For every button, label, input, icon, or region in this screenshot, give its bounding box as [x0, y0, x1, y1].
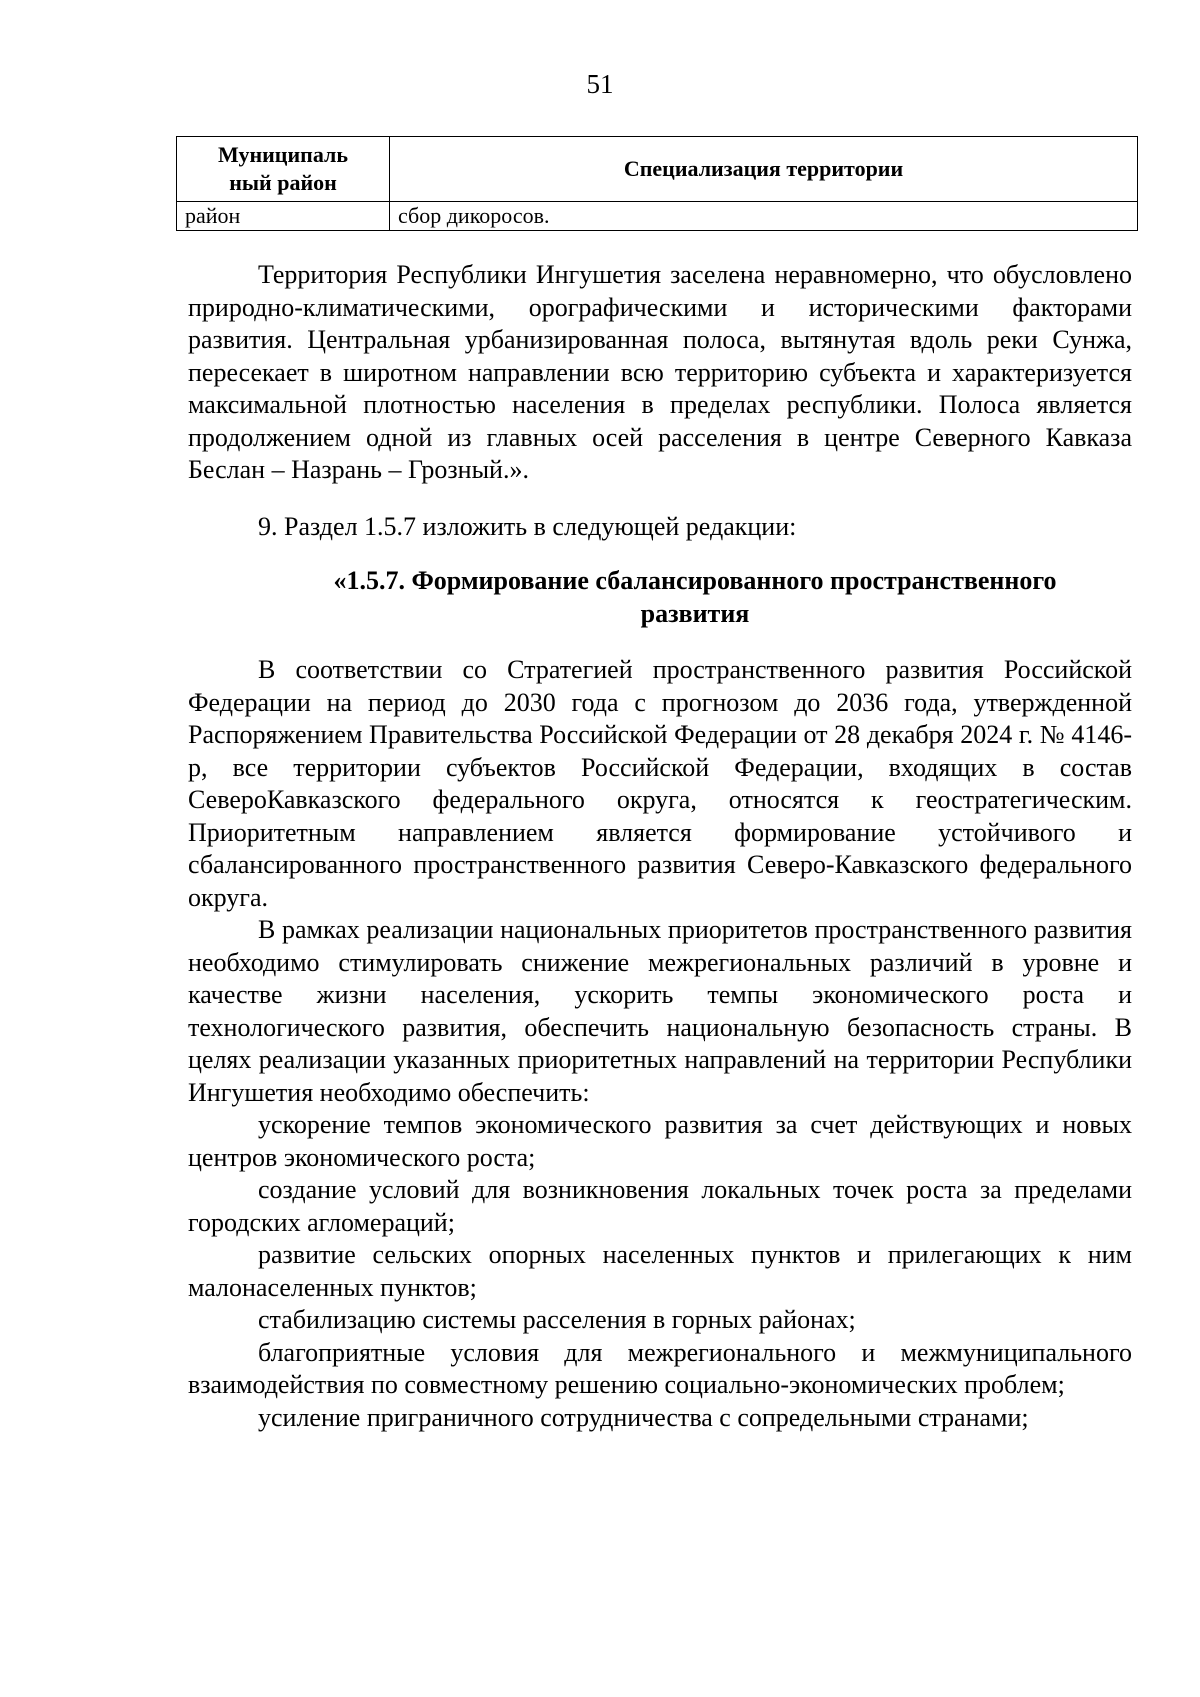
section-heading-line-2: развития	[640, 598, 750, 628]
list-item: развитие сельских опорных населенных пунктов и прилегающих к ним малонаселенных пунктов;	[188, 1240, 1132, 1302]
list-item: ускорение темпов экономического развития за счет действующих и новых центров экономического роста;	[188, 1110, 1132, 1172]
list-item: благоприятные условия для межрегионального и межмуниципального взаимодействия по совместному решению социально-экономических проблем;	[188, 1337, 1132, 1399]
table-header-row	[177, 137, 1138, 202]
header-territory-specialization: Специализация территории	[390, 137, 1138, 202]
cell-district: район	[177, 202, 390, 231]
cell-specialization: сбор дикоросов.	[390, 202, 1138, 231]
paragraph-strategy: В соответствии со Стратегией пространственного развития Российской Федерации на период до 2030 года с прогнозом до 2036 года, утвержденной Распоряжением Правительства Российской Федерации от 28 декабря 2024 г. № 4146-р, все территории субъектов Российской Федерации, входящих в состав СевероКавказского федерального округа, относятся к геостратегическим. Приоритетным направлением является формирование устойчивого и сбалансированного пространственного развития Северо-Кавказского федерального округа.	[188, 655, 1132, 912]
list-item: усиление приграничного сотрудничества с сопредельными странами;	[258, 1402, 1029, 1432]
table-row	[177, 202, 1138, 231]
page-number: 51	[586, 69, 614, 99]
paragraph-priorities: В рамках реализации национальных приоритетов пространственного развития необходимо стимулировать снижение межрегиональных различий в уровне и качестве жизни населения, ускорить темпы экономического роста и технологического развития, обеспечить национальную безопасность страны. В целях реализации указанных приоритетных направлений на территории Республики Ингушетия необходимо обеспечить:	[188, 915, 1132, 1107]
section-heading-1-5-7	[188, 565, 1132, 630]
section-heading-line-1: «1.5.7. Формирование сбалансированного пространственного	[333, 566, 1057, 595]
territory-specialization-table	[176, 136, 1138, 231]
paragraph-settlement: Территория Республики Ингушетия заселена неравномерно, что обусловлено природно-климатическими, орографическими и историческими факторами развития. Центральная урбанизированная полоса, вытянутая вдоль реки Сунжа, пересекает в широтном направлении всю территорию субъекта и характеризуется максимальной плотностью населения в пределах республики. Полоса является продолжением одной из главных осей расселения в центре Северного Кавказа Беслан – Назрань – Грозный.».	[188, 260, 1132, 484]
list-item: стабилизацию системы расселения в горных районах;	[258, 1305, 856, 1334]
document-body	[188, 259, 1132, 1434]
list-item: создание условий для возникновения локальных точек роста за пределами городских агломераций;	[188, 1175, 1132, 1237]
amendment-item-9: 9. Раздел 1.5.7 изложить в следующей редакции:	[258, 511, 797, 541]
header-municipal-district: Муниципаль ный район	[177, 137, 390, 202]
